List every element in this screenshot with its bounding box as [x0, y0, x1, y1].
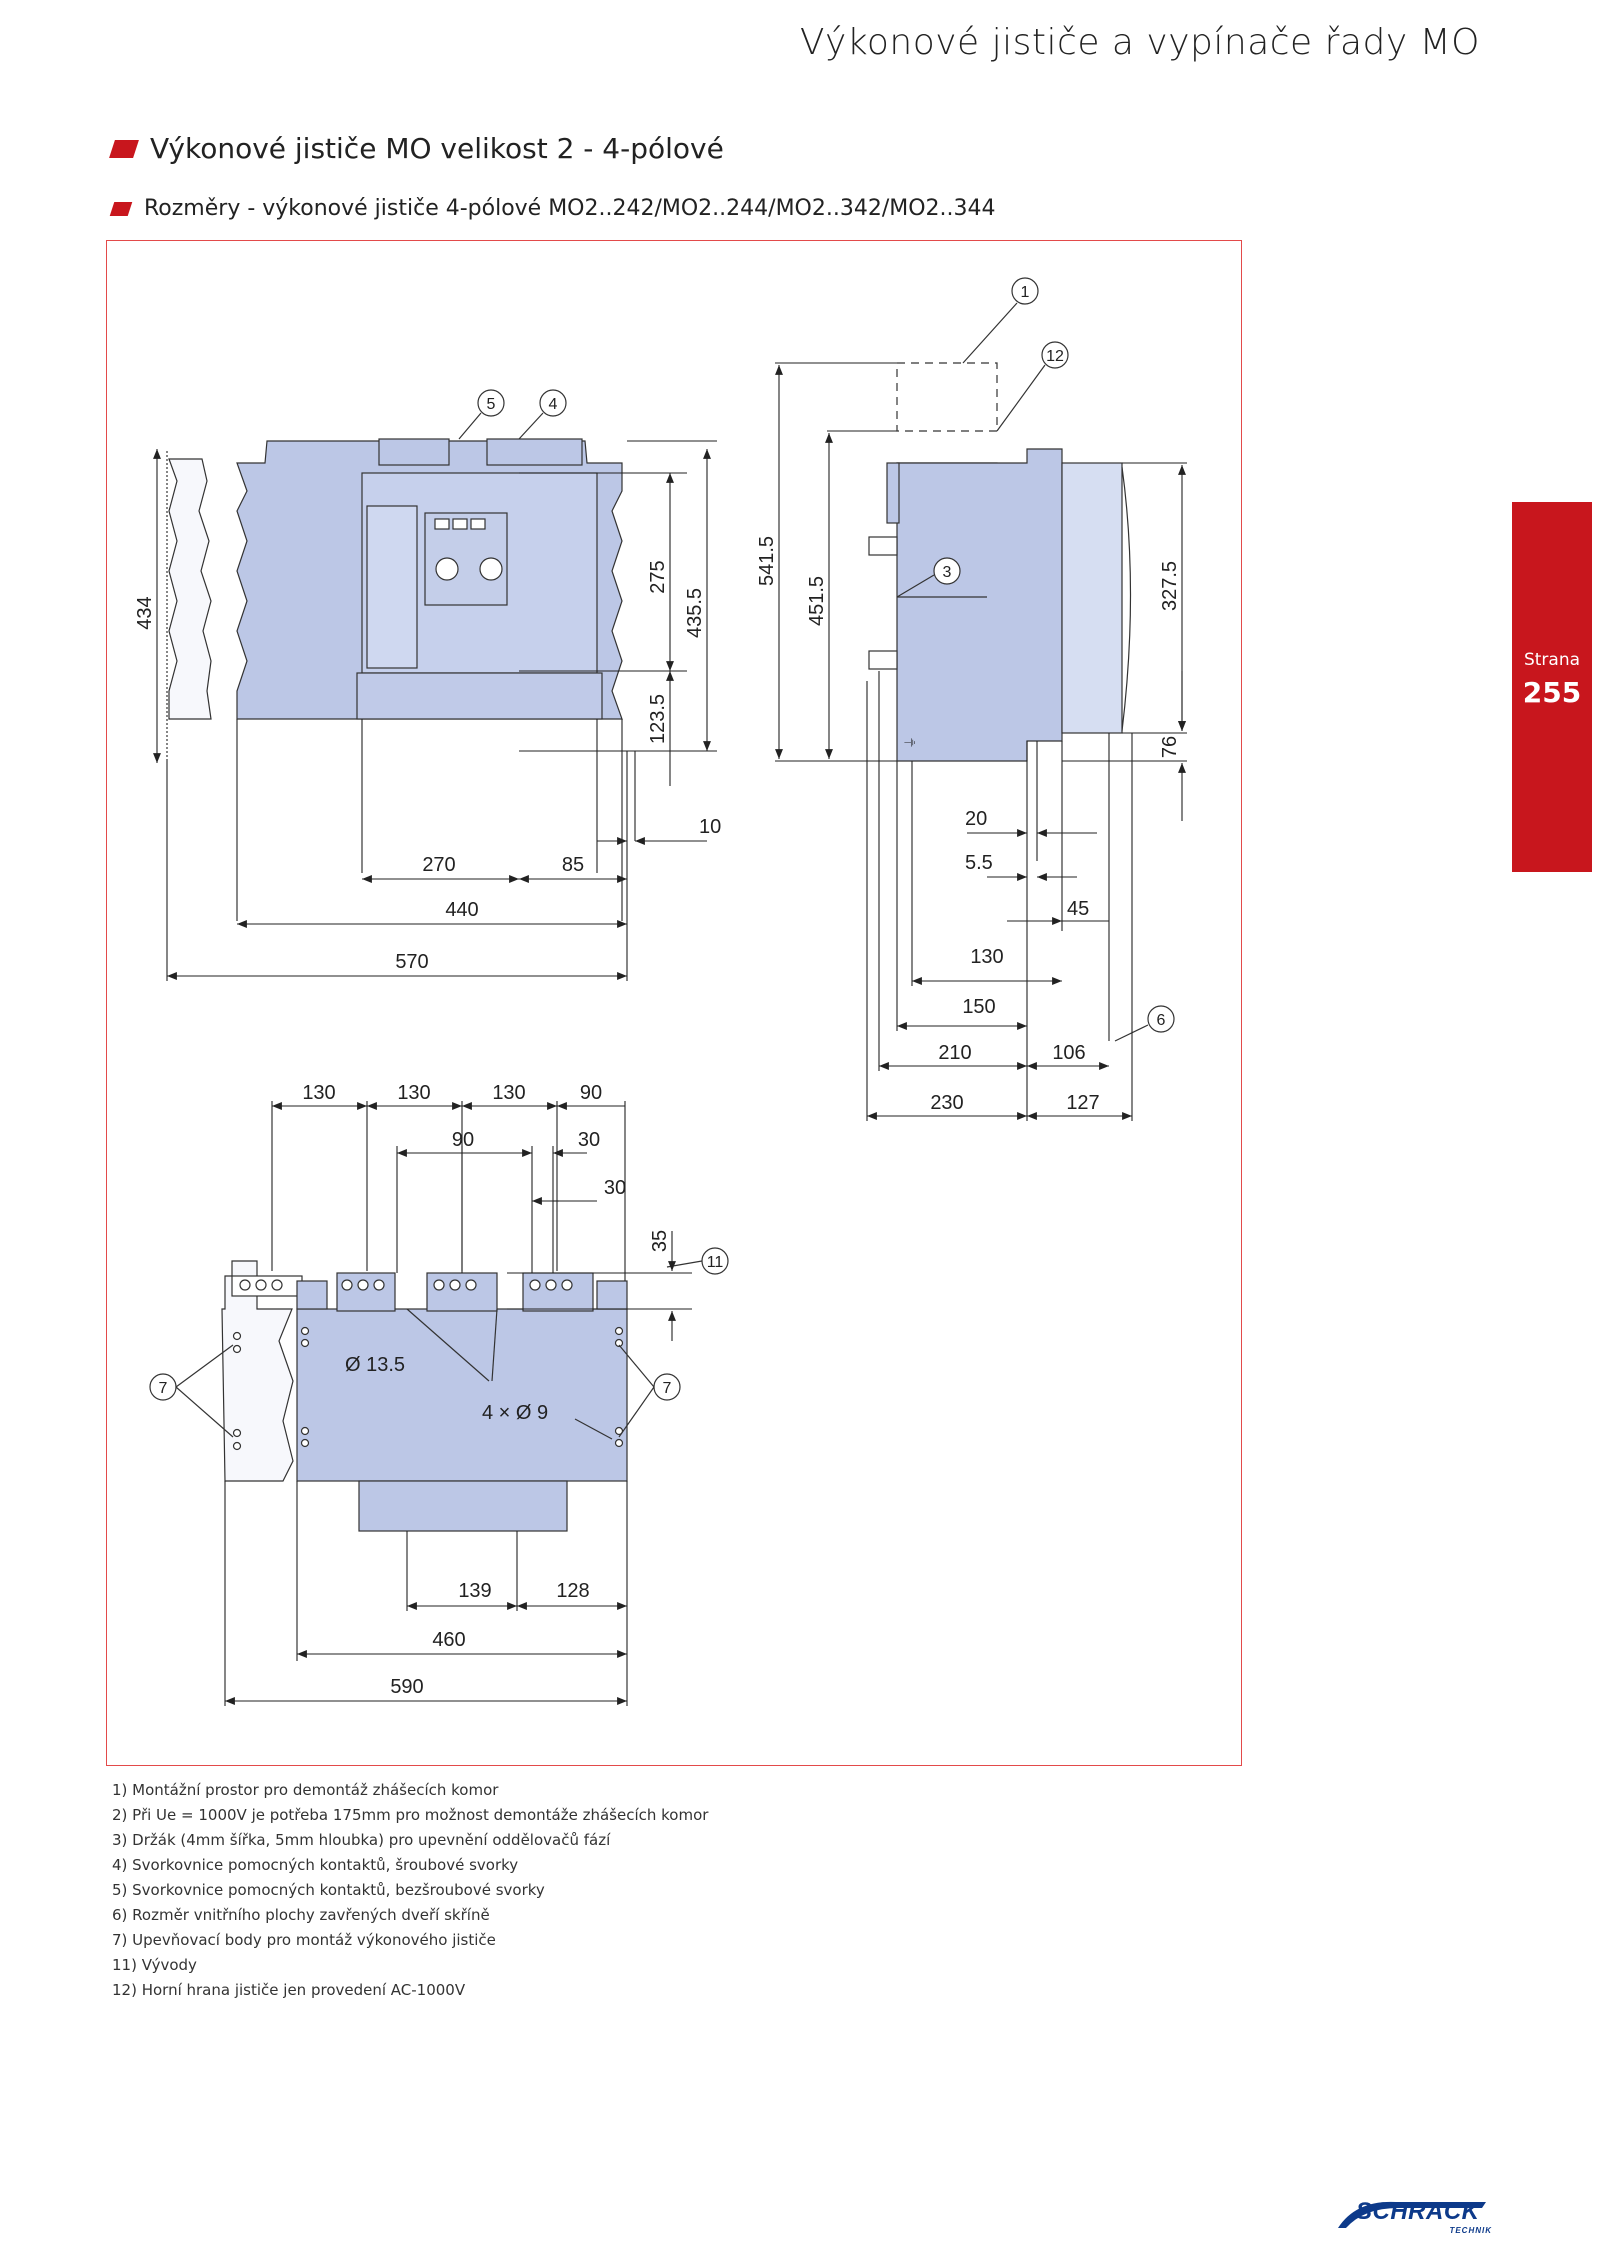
dim-130-side: 130	[970, 946, 1004, 968]
schrack-logo	[1336, 2196, 1496, 2236]
red-bullet-icon	[109, 140, 139, 158]
footnote-item: 11) Vývody	[112, 1956, 197, 1974]
footnote-item: 1) Montážní prostor pro demontáž zhášecích komor	[112, 1781, 499, 1799]
callout-4-label: 4	[548, 396, 558, 413]
front-view	[169, 439, 622, 719]
dim-30-top-a: 30	[577, 1129, 601, 1151]
footnotes	[112, 1778, 708, 2003]
terminal-pole-2	[427, 1273, 497, 1311]
side-terminal-top	[869, 537, 897, 555]
dim-150: 150	[962, 996, 996, 1018]
dimension-drawing-frame	[106, 240, 1242, 1766]
callout-12-label: 12	[1046, 348, 1064, 365]
section-heading	[112, 132, 724, 165]
dim-130-top-c: 130	[492, 1082, 526, 1104]
dim-130-top-b: 130	[397, 1082, 431, 1104]
dim-106: 106	[1052, 1042, 1086, 1064]
side-terminal-bottom	[869, 651, 897, 669]
footnote-item: 7) Upevňovací body pro montáž výkonového jističe	[112, 1931, 496, 1949]
top-view-left-bracket	[297, 1281, 327, 1309]
red-bullet-icon	[110, 202, 133, 216]
dim-123-5: 123.5	[647, 693, 669, 745]
dim-30-top-b: 30	[603, 1177, 627, 1199]
front-terminal-block-4	[487, 439, 582, 465]
dim-76: 76	[1159, 735, 1181, 759]
dim-20: 20	[965, 808, 988, 830]
footnote-item: 4) Svorkovnice pomocných kontaktů, šroubové svorky	[112, 1856, 519, 1874]
section-heading-text: Výkonové jističe MO velikost 2 - 4-pólové	[150, 132, 724, 165]
top-view-body	[297, 1309, 627, 1481]
terminal-pole-1	[337, 1273, 395, 1311]
logo-sub: TECHNIK	[1449, 2226, 1492, 2235]
callout-7-left-label: 7	[158, 1380, 168, 1397]
side-view-body	[897, 449, 1062, 761]
front-lower-band	[357, 673, 602, 719]
dim-90-top-a: 90	[579, 1082, 603, 1104]
footnote-item: 12) Horní hrana jističe jen provedení AC-1000V	[112, 1981, 466, 1999]
footnote-item: 3) Držák (4mm šířka, 5mm hloubka) pro upevnění oddělovačů fází	[112, 1831, 611, 1849]
footnote-item: 2) Při Ue = 1000V je potřeba 175mm pro možnost demontáže zhášecích komor	[112, 1806, 709, 1824]
dim-230: 230	[930, 1092, 964, 1114]
front-indicator-2	[453, 519, 467, 529]
dim-128: 128	[556, 1580, 590, 1602]
footnote-item: 5) Svorkovnice pomocných kontaktů, bezšroubové svorky	[112, 1881, 545, 1899]
arc-chamber-space-outline	[897, 363, 997, 431]
callout-11-label: 11	[706, 1254, 724, 1271]
page-title: Výkonové jističe a vypínače řady MO	[799, 22, 1480, 63]
hole-big-label: Ø 13.5	[345, 1354, 406, 1376]
dim-85: 85	[561, 854, 585, 876]
dim-570: 570	[395, 951, 429, 973]
dim-434: 434	[134, 596, 156, 630]
callout-1-label: 1	[1020, 284, 1030, 301]
dim-45: 45	[1067, 898, 1090, 920]
front-indicator-3	[471, 519, 485, 529]
dim-327-5: 327.5	[1159, 560, 1181, 612]
side-view	[869, 449, 1131, 761]
front-panel-window	[367, 506, 417, 668]
earth-symbol-icon: ⏚	[904, 735, 919, 749]
callout-7-right-label: 7	[662, 1380, 672, 1397]
front-indicator-1	[435, 519, 449, 529]
dim-451-5: 451.5	[806, 575, 828, 627]
dim-35: 35	[649, 1229, 671, 1253]
dim-270: 270	[422, 854, 456, 876]
top-view-lower-housing	[359, 1481, 567, 1531]
page-number: 255	[1522, 676, 1582, 709]
logo-brand: SCHRACK	[1356, 2198, 1480, 2225]
dim-5-5: 5.5	[965, 852, 993, 874]
dim-139: 139	[458, 1580, 492, 1602]
dim-590: 590	[390, 1676, 424, 1698]
holes-small-label: 4 × Ø 9	[482, 1402, 549, 1424]
callout-6-label: 6	[1156, 1012, 1166, 1029]
front-view-ghost-outline	[169, 459, 211, 719]
dim-130-top-a: 130	[302, 1082, 336, 1104]
dim-460: 460	[432, 1629, 466, 1651]
page-side-tab	[1512, 502, 1592, 872]
top-view	[222, 1261, 627, 1531]
callout-5-label: 5	[486, 396, 496, 413]
side-door-panel	[1062, 463, 1122, 733]
front-button-on-icon	[436, 558, 458, 580]
section-subheading-text: Rozměry - výkonové jističe 4-pólové MO2..242/MO2..244/MO2..342/MO2..344	[144, 196, 996, 221]
section-subheading	[112, 196, 996, 221]
dim-90-top-b: 90	[451, 1129, 475, 1151]
dim-10: 10	[699, 816, 722, 838]
dim-127: 127	[1066, 1092, 1100, 1114]
footnote-item: 6) Rozměr vnitřního plochy zavřených dveří skříně	[112, 1906, 490, 1924]
dim-275: 275	[647, 560, 669, 594]
top-view-right-bracket	[597, 1281, 627, 1309]
dim-435-5: 435.5	[684, 587, 706, 639]
dim-541-5: 541.5	[756, 535, 778, 587]
terminal-pole-3	[523, 1273, 593, 1311]
front-button-off-icon	[480, 558, 502, 580]
callout-3-label: 3	[942, 564, 952, 581]
dim-440: 440	[445, 899, 479, 921]
side-tab-label: Strana	[1523, 650, 1581, 670]
dimension-drawing	[107, 241, 1243, 1767]
dim-210: 210	[938, 1042, 972, 1064]
front-terminal-block-5	[379, 439, 449, 465]
